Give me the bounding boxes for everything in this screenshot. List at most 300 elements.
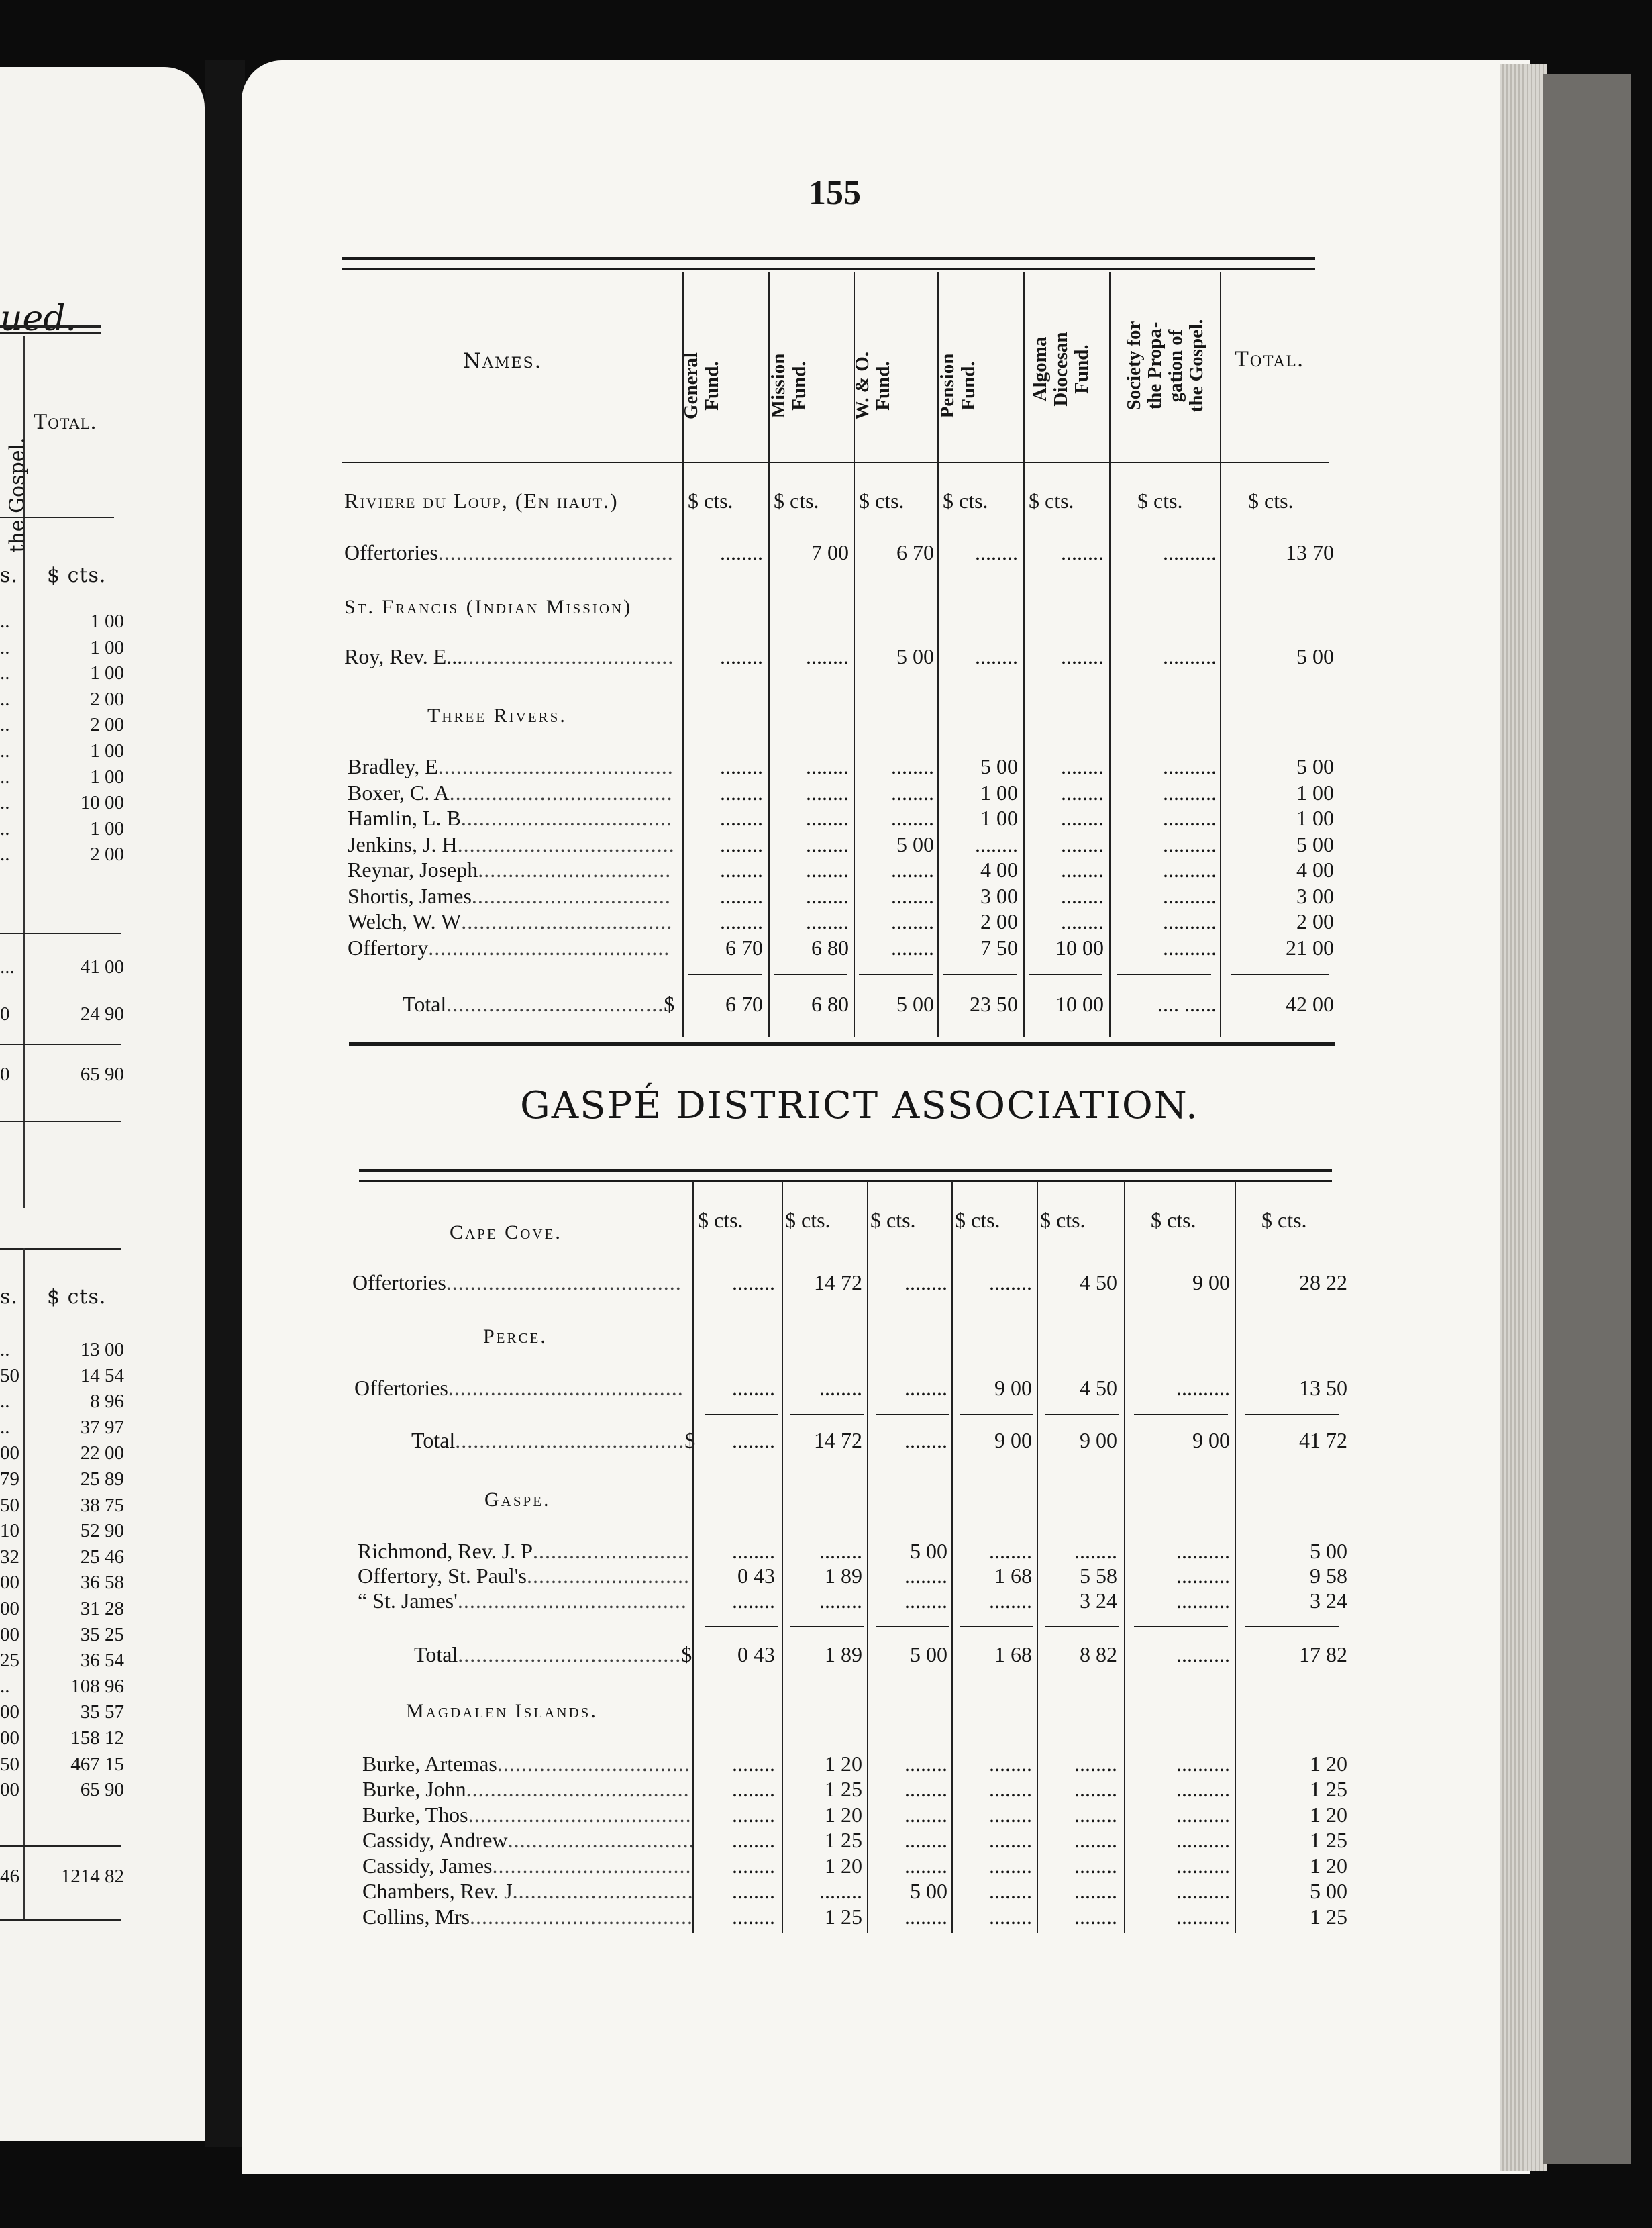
three-rivers-row-cell: .......... (1163, 831, 1217, 856)
three-rivers-row-cell: 7 50 (980, 935, 1018, 960)
rule (0, 517, 114, 518)
gaspe-total-cell: 1 68 (994, 1642, 1032, 1666)
magdalen-row-cell: 5 00 (910, 1879, 947, 1903)
three-rivers-row-cell: ........ (891, 780, 934, 805)
book-cover-board (1543, 74, 1631, 2164)
perce-offertories-cell: .......... (1176, 1376, 1230, 1400)
leader-dots: .............................. (512, 1879, 694, 1903)
magdalen-row-cell: ........ (732, 1854, 775, 1878)
unit-label: $ cts. (1029, 489, 1074, 513)
gaspe-total-cell: 1 89 (825, 1642, 862, 1666)
three-rivers-row-cell: .......... (1163, 909, 1217, 933)
magdalen-islands-heading: Magdalen Islands. (406, 1700, 598, 1722)
perce-heading: Perce. (483, 1325, 548, 1348)
gaspe-row-cell: 3 24 (1310, 1588, 1347, 1613)
left-sums (0, 956, 124, 1040)
roy-row-cell: ........ (1061, 644, 1104, 668)
sum-rule (1134, 1414, 1228, 1415)
roy-row-cell: ........ (806, 644, 849, 668)
sum-rule (1045, 1414, 1119, 1415)
leader-dots: ....................................... (446, 1270, 682, 1295)
gaspe-row-cell: ........ (732, 1588, 775, 1613)
cape-cove-perce-total-cell: 14 72 (814, 1428, 862, 1452)
left-cell: 00 (0, 1597, 19, 1619)
three-rivers-row-cell: ........ (1061, 806, 1104, 830)
left-row (0, 1624, 124, 1650)
cape-cove-offertories-name (352, 1270, 682, 1295)
cape-cove-offertories-cell: 9 00 (1192, 1270, 1230, 1295)
left-row (0, 844, 124, 870)
left-value: 36 58 (80, 1572, 124, 1594)
gaspe-row-cell: 1 68 (994, 1564, 1032, 1588)
cape-cove-perce-total-cell: 9 00 (994, 1428, 1032, 1452)
rule (0, 1248, 121, 1250)
three-rivers-row-cell: 5 00 (1296, 831, 1334, 856)
cape-cove-perce-total-cell: ........ (905, 1428, 947, 1452)
perce-offertories-name (354, 1376, 684, 1401)
left-cell: .. (0, 714, 10, 736)
left-cell: .. (0, 662, 10, 685)
left-value: 2 00 (90, 688, 124, 710)
magdalen-row-cell: ........ (905, 1777, 947, 1801)
left-value: 1 00 (90, 636, 124, 658)
rule (0, 325, 101, 328)
magdalen-row-cell: ........ (989, 1803, 1032, 1827)
leader-dots: ........................... (526, 1564, 690, 1588)
dollar-sign: $ (681, 1642, 692, 1666)
left-row (0, 1701, 124, 1727)
leader-dots: ................................ (497, 1752, 690, 1776)
left-cell: .. (0, 817, 10, 840)
left-cell: .. (0, 688, 10, 710)
gaspe-row-cell: 3 24 (1080, 1588, 1117, 1613)
magdalen-row-cell: ........ (1074, 1854, 1117, 1878)
left-value: 65 90 (80, 1779, 124, 1801)
magdalen-row-cell: .......... (1176, 1854, 1230, 1878)
row-label: Offertory, St. Paul's (358, 1564, 527, 1588)
left-value: 13 00 (80, 1339, 124, 1360)
magdalen-row-cell: .......... (1176, 1879, 1230, 1903)
magdalen-row-cell: ........ (1074, 1905, 1117, 1929)
gaspe-row-cell: 5 58 (1080, 1564, 1117, 1588)
general-fund-header: General Fund. (680, 352, 723, 419)
three-rivers-row-cell: ........ (1061, 858, 1104, 882)
three-rivers-row-cell: 1 00 (980, 806, 1018, 830)
leader-dots: ....................................... (448, 1376, 684, 1400)
leader-dots: ................................... (460, 806, 672, 830)
magdalen-row-name (362, 1905, 693, 1929)
left-row (0, 1365, 124, 1391)
dollar-sign: $ (664, 992, 675, 1016)
row-label: Collins, Mrs (362, 1905, 470, 1929)
three-rivers-total-name (403, 992, 674, 1017)
magdalen-row-cell: ........ (819, 1879, 862, 1903)
left-value: 1 00 (90, 766, 124, 788)
magdalen-row-cell: ........ (989, 1828, 1032, 1852)
three-rivers-row-cell: 2 00 (1296, 909, 1334, 933)
gaspe-total-cell: .......... (1176, 1642, 1230, 1666)
three-rivers-row-cell: .......... (1163, 935, 1217, 960)
row-label: Burke, Artemas (362, 1752, 497, 1776)
left-value: 25 89 (80, 1468, 124, 1490)
riviere-offertories-cell: ........ (1061, 540, 1104, 564)
gaspe-row-cell: .......... (1176, 1539, 1230, 1563)
row-label: Burke, Thos (362, 1803, 468, 1827)
three-rivers-row-name (348, 935, 670, 960)
rule (0, 933, 121, 934)
left-cell: 46 (0, 1866, 19, 1887)
three-rivers-row-cell: 1 00 (1296, 780, 1334, 805)
magdalen-row-cell: 1 20 (1310, 1854, 1347, 1878)
left-value: 41 00 (80, 956, 124, 978)
three-rivers-row-cell: 2 00 (980, 909, 1018, 933)
total-column-header: Total. (1235, 348, 1305, 372)
leader-dots: ..................................... (458, 1642, 682, 1666)
magdalen-row-cell: ........ (732, 1828, 775, 1852)
left-value: 467 15 (70, 1753, 124, 1775)
three-rivers-row-cell: 4 00 (1296, 858, 1334, 882)
three-rivers-row-name (348, 780, 673, 805)
three-rivers-row-cell: ........ (1061, 883, 1104, 908)
roy-row-cell: ........ (975, 644, 1018, 668)
three-rivers-row-name (348, 806, 672, 831)
riviere-offertories-cell: ........ (720, 540, 763, 564)
left-value: 1214 82 (60, 1866, 124, 1887)
left-row (0, 1727, 124, 1754)
page-edges (1500, 64, 1547, 2171)
three-rivers-row-cell: ........ (891, 935, 934, 960)
left-value: 1 00 (90, 740, 124, 762)
total-header: Total. (34, 411, 97, 434)
three-rivers-row-cell: ........ (720, 858, 763, 882)
col-header-left: s. (0, 1285, 18, 1309)
perce-offertories-cell: 4 50 (1080, 1376, 1117, 1400)
gaspe-row-cell: .......... (1176, 1564, 1230, 1588)
column-rule (1235, 1181, 1236, 1933)
three-rivers-row-cell: 4 00 (980, 858, 1018, 882)
three-rivers-row-cell: ........ (975, 831, 1018, 856)
three-rivers-row-cell: 1 00 (980, 780, 1018, 805)
roy-row-cell: .......... (1163, 644, 1217, 668)
association-title: GASPÉ DISTRICT ASSOCIATION. (520, 1084, 1199, 1127)
magdalen-row-cell: .......... (1176, 1777, 1230, 1801)
cape-cove-offertories-cell: ........ (989, 1270, 1032, 1295)
magdalen-row-cell: .......... (1176, 1828, 1230, 1852)
three-rivers-row-cell: 21 00 (1286, 935, 1334, 960)
left-row (0, 637, 124, 663)
three-rivers-row-cell: 3 00 (980, 883, 1018, 908)
three-rivers-row-cell: ........ (806, 780, 849, 805)
magdalen-row-cell: ........ (905, 1854, 947, 1878)
left-cell: .. (0, 740, 10, 762)
sum-rule (774, 974, 847, 975)
three-rivers-row-cell: 6 70 (725, 935, 763, 960)
left-row (0, 1468, 124, 1495)
magdalen-row-cell: ........ (1074, 1879, 1117, 1903)
riviere-offertories-cell: ........ (975, 540, 1018, 564)
left-value: 35 25 (80, 1623, 124, 1645)
cape-cove-offertories-cell: 4 50 (1080, 1270, 1117, 1295)
row-label: Hamlin, L. B (348, 806, 461, 830)
three-rivers-heading: Three Rivers. (427, 705, 567, 727)
magdalen-row-name (362, 1854, 691, 1878)
unit-label: $ cts. (955, 1208, 1000, 1232)
sum-rule (790, 1626, 864, 1627)
left-cell: ... (0, 956, 15, 978)
left-row (0, 689, 124, 715)
three-rivers-row-cell: ........ (806, 806, 849, 830)
left-value: 14 54 (80, 1364, 124, 1386)
leader-dots: ..................................... (470, 1905, 694, 1929)
row-label: Boxer, C. A (348, 780, 450, 805)
row-label: Richmond, Rev. J. P (358, 1539, 533, 1563)
rule (0, 1044, 121, 1045)
gaspe-row-cell: .......... (1176, 1588, 1230, 1613)
gaspe-row-cell: 5 00 (1310, 1539, 1347, 1563)
column-rule (1124, 1181, 1125, 1933)
leader-dots: ............................... (507, 1828, 695, 1852)
left-cell: 50 (0, 1494, 19, 1516)
magdalen-row-cell: ........ (732, 1879, 775, 1903)
left-cell: 0 (0, 1003, 10, 1025)
unit-label: $ cts. (1137, 489, 1183, 513)
unit-label: $ cts. (688, 489, 733, 513)
three-rivers-row-cell: ........ (720, 909, 763, 933)
magdalen-row-cell: ........ (732, 1905, 775, 1929)
three-rivers-row-cell: ........ (806, 883, 849, 908)
left-cell: .. (0, 636, 10, 658)
column-rule (867, 1181, 868, 1933)
gaspe-row-cell: 5 00 (910, 1539, 947, 1563)
cape-cove-offertories-cell: ........ (905, 1270, 947, 1295)
leader-dots: ....................................... (437, 540, 674, 564)
gaspe-row-name (358, 1564, 690, 1588)
left-cell: 00 (0, 1779, 19, 1801)
row-label: Total (411, 1428, 456, 1452)
riviere-offertories-name (344, 540, 674, 565)
leader-dots: ................................... (461, 909, 673, 933)
unit-label: $ cts. (1151, 1208, 1196, 1232)
three-rivers-total-cell: 42 00 (1286, 992, 1334, 1016)
col-header-left: s. (0, 564, 18, 587)
magdalen-row-cell: ........ (989, 1854, 1032, 1878)
sum-rule (943, 974, 1017, 975)
three-rivers-row-cell: ........ (891, 754, 934, 778)
left-cell: .. (0, 766, 10, 788)
cape-cove-perce-total-cell: 9 00 (1080, 1428, 1117, 1452)
magdalen-row-name (362, 1879, 694, 1904)
sum-rule (1045, 1626, 1119, 1627)
rule (0, 1845, 121, 1847)
row-label: Burke, John (362, 1777, 466, 1801)
magdalen-row-cell: ........ (989, 1879, 1032, 1903)
riviere-offertories-cell: 6 70 (896, 540, 934, 564)
left-cell: .. (0, 1339, 10, 1360)
left-cell: .. (0, 1675, 10, 1697)
magdalen-row-cell: ........ (732, 1803, 775, 1827)
leader-dots: ................................. (471, 883, 671, 908)
three-rivers-row-cell: ........ (1061, 754, 1104, 778)
left-value: 65 90 (80, 1064, 124, 1085)
unit-label: $ cts. (1248, 489, 1294, 513)
sum-rule (1245, 1414, 1339, 1415)
three-rivers-row-cell: ........ (1061, 780, 1104, 805)
magdalen-row-cell: ........ (989, 1905, 1032, 1929)
rule (0, 1919, 121, 1921)
table-top-rule (342, 257, 1315, 270)
three-rivers-row-cell: .......... (1163, 754, 1217, 778)
mission-fund-header: Mission Fund. (768, 353, 810, 419)
three-rivers-total-cell: .... ...... (1157, 992, 1217, 1016)
magdalen-row-cell: 1 20 (825, 1752, 862, 1776)
magdalen-row-cell: ........ (1074, 1828, 1117, 1852)
leader-dots: .................................... (457, 831, 675, 856)
gaspe-total-cell: 17 82 (1299, 1642, 1347, 1666)
leader-dots: .................................... (446, 992, 664, 1016)
unit-label: $ cts. (1261, 1208, 1307, 1232)
three-rivers-row-cell: .......... (1163, 780, 1217, 805)
left-row (0, 662, 124, 689)
left-value: 1 00 (90, 662, 124, 685)
row-label: Offertory (348, 935, 429, 960)
three-rivers-row-cell: ........ (891, 909, 934, 933)
gaspe-total-name (414, 1642, 692, 1667)
cape-cove-perce-total-cell: 41 72 (1299, 1428, 1347, 1452)
left-values-bottom (0, 1339, 124, 1805)
magdalen-row-cell: 1 25 (1310, 1777, 1347, 1801)
names-column-header: Names. (463, 349, 543, 373)
left-cell: 0 (0, 1064, 10, 1085)
leader-dots: ................................ (478, 858, 672, 882)
three-rivers-row-cell: ........ (891, 806, 934, 830)
gaspe-row-cell: ........ (1074, 1539, 1117, 1563)
sum-rule (688, 974, 762, 975)
three-rivers-row-cell: 6 80 (811, 935, 849, 960)
left-row (0, 1339, 124, 1365)
sum-rule (1245, 1626, 1339, 1627)
cape-cove-offertories-cell: ........ (732, 1270, 775, 1295)
magdalen-row-cell: 1 25 (1310, 1905, 1347, 1929)
gaspe-row-cell: ........ (732, 1539, 775, 1563)
pension-fund-header: Pension Fund. (937, 353, 979, 419)
magdalen-row-cell: ........ (1074, 1752, 1117, 1776)
left-cell: .. (0, 844, 10, 866)
cape-cove-perce-total-cell: 9 00 (1192, 1428, 1230, 1452)
gaspe-row-cell: ........ (905, 1564, 947, 1588)
gaspe-total-cell: 5 00 (910, 1642, 947, 1666)
left-cell: 00 (0, 1442, 19, 1464)
left-row (0, 1417, 124, 1443)
magdalen-row-cell: ........ (905, 1828, 947, 1852)
leader-dots: ................................... (462, 644, 674, 668)
left-value: 25 46 (80, 1546, 124, 1568)
left-value: 22 00 (80, 1442, 124, 1464)
three-rivers-row-cell: 3 00 (1296, 883, 1334, 908)
roy-row-cell: ........ (720, 644, 763, 668)
magdalen-row-cell: 1 20 (825, 1854, 862, 1878)
row-label: Bradley, E (348, 754, 438, 778)
magdalen-row-cell: ........ (905, 1752, 947, 1776)
gaspe-row-cell: ........ (989, 1539, 1032, 1563)
magdalen-row-cell: 1 25 (825, 1777, 862, 1801)
gaspe-total-cell: 8 82 (1080, 1642, 1117, 1666)
left-row (0, 1546, 124, 1572)
leader-dots: ........................................ (428, 935, 670, 960)
three-rivers-row-cell: 10 00 (1055, 935, 1104, 960)
three-rivers-row-name (348, 909, 672, 934)
perce-offertories-cell: 9 00 (994, 1376, 1032, 1400)
three-rivers-total-cell: 6 80 (811, 992, 849, 1016)
magdalen-row-cell: ........ (905, 1803, 947, 1827)
roy-row-cell: 5 00 (896, 644, 934, 668)
three-rivers-row-name (348, 884, 671, 909)
left-value: 37 97 (80, 1416, 124, 1438)
left-cell: 25 (0, 1650, 19, 1672)
magdalen-row-cell: ........ (732, 1777, 775, 1801)
three-rivers-row-cell: ........ (806, 754, 849, 778)
row-label: Shortis, James (348, 883, 472, 908)
magdalen-row-cell: ........ (905, 1905, 947, 1929)
unit-label: $ cts. (774, 489, 819, 513)
left-row (0, 818, 124, 844)
left-cell: .. (0, 611, 10, 632)
left-cell: .. (0, 1390, 10, 1413)
magdalen-row-cell: 1 25 (825, 1905, 862, 1929)
magdalen-row-cell: ........ (1074, 1777, 1117, 1801)
left-cell: 00 (0, 1572, 19, 1594)
gaspe-row-cell: 1 89 (825, 1564, 862, 1588)
three-rivers-row-cell: ........ (891, 858, 934, 882)
sum-rule (876, 1414, 949, 1415)
leader-dots: ..................................... (449, 780, 673, 805)
left-value: 8 96 (90, 1390, 124, 1413)
left-cell: .. (0, 1416, 10, 1438)
sum-rule (790, 1414, 864, 1415)
left-value: 31 28 (80, 1597, 124, 1619)
leader-dots: ....................................... (437, 754, 674, 778)
book-gutter (205, 60, 245, 2147)
rotated-column-header: the Gospel. (5, 437, 30, 553)
magdalen-row-cell: ........ (989, 1777, 1032, 1801)
row-label: Cassidy, Andrew (362, 1828, 508, 1852)
sum-rule (960, 1414, 1033, 1415)
roy-row-name (344, 644, 674, 669)
leader-dots: ..................................... (466, 1777, 690, 1801)
sum-rule (1231, 974, 1329, 975)
left-row (0, 611, 124, 637)
sum-rule (859, 974, 933, 975)
magdalen-row-cell: .......... (1176, 1905, 1230, 1929)
magdalen-row-cell: .......... (1176, 1803, 1230, 1827)
three-rivers-row-cell: ........ (891, 883, 934, 908)
table-bottom-rule (349, 1042, 1335, 1046)
row-label: Cassidy, James (362, 1854, 493, 1878)
column-rule (692, 1181, 694, 1933)
table2-top-rule (359, 1169, 1332, 1182)
three-rivers-row-name (348, 754, 674, 779)
sum-rule (705, 1414, 778, 1415)
left-row (0, 1598, 124, 1624)
gaspe-row-cell: 0 43 (737, 1564, 775, 1588)
left-values-top (0, 611, 124, 870)
three-rivers-row-cell: ........ (1061, 909, 1104, 933)
left-value: 1 00 (90, 817, 124, 840)
left-cell: 00 (0, 1727, 19, 1749)
left-value: 35 57 (80, 1701, 124, 1723)
left-row (0, 1779, 124, 1805)
gaspe-heading: Gaspe. (484, 1488, 551, 1511)
left-cell: 00 (0, 1623, 19, 1645)
